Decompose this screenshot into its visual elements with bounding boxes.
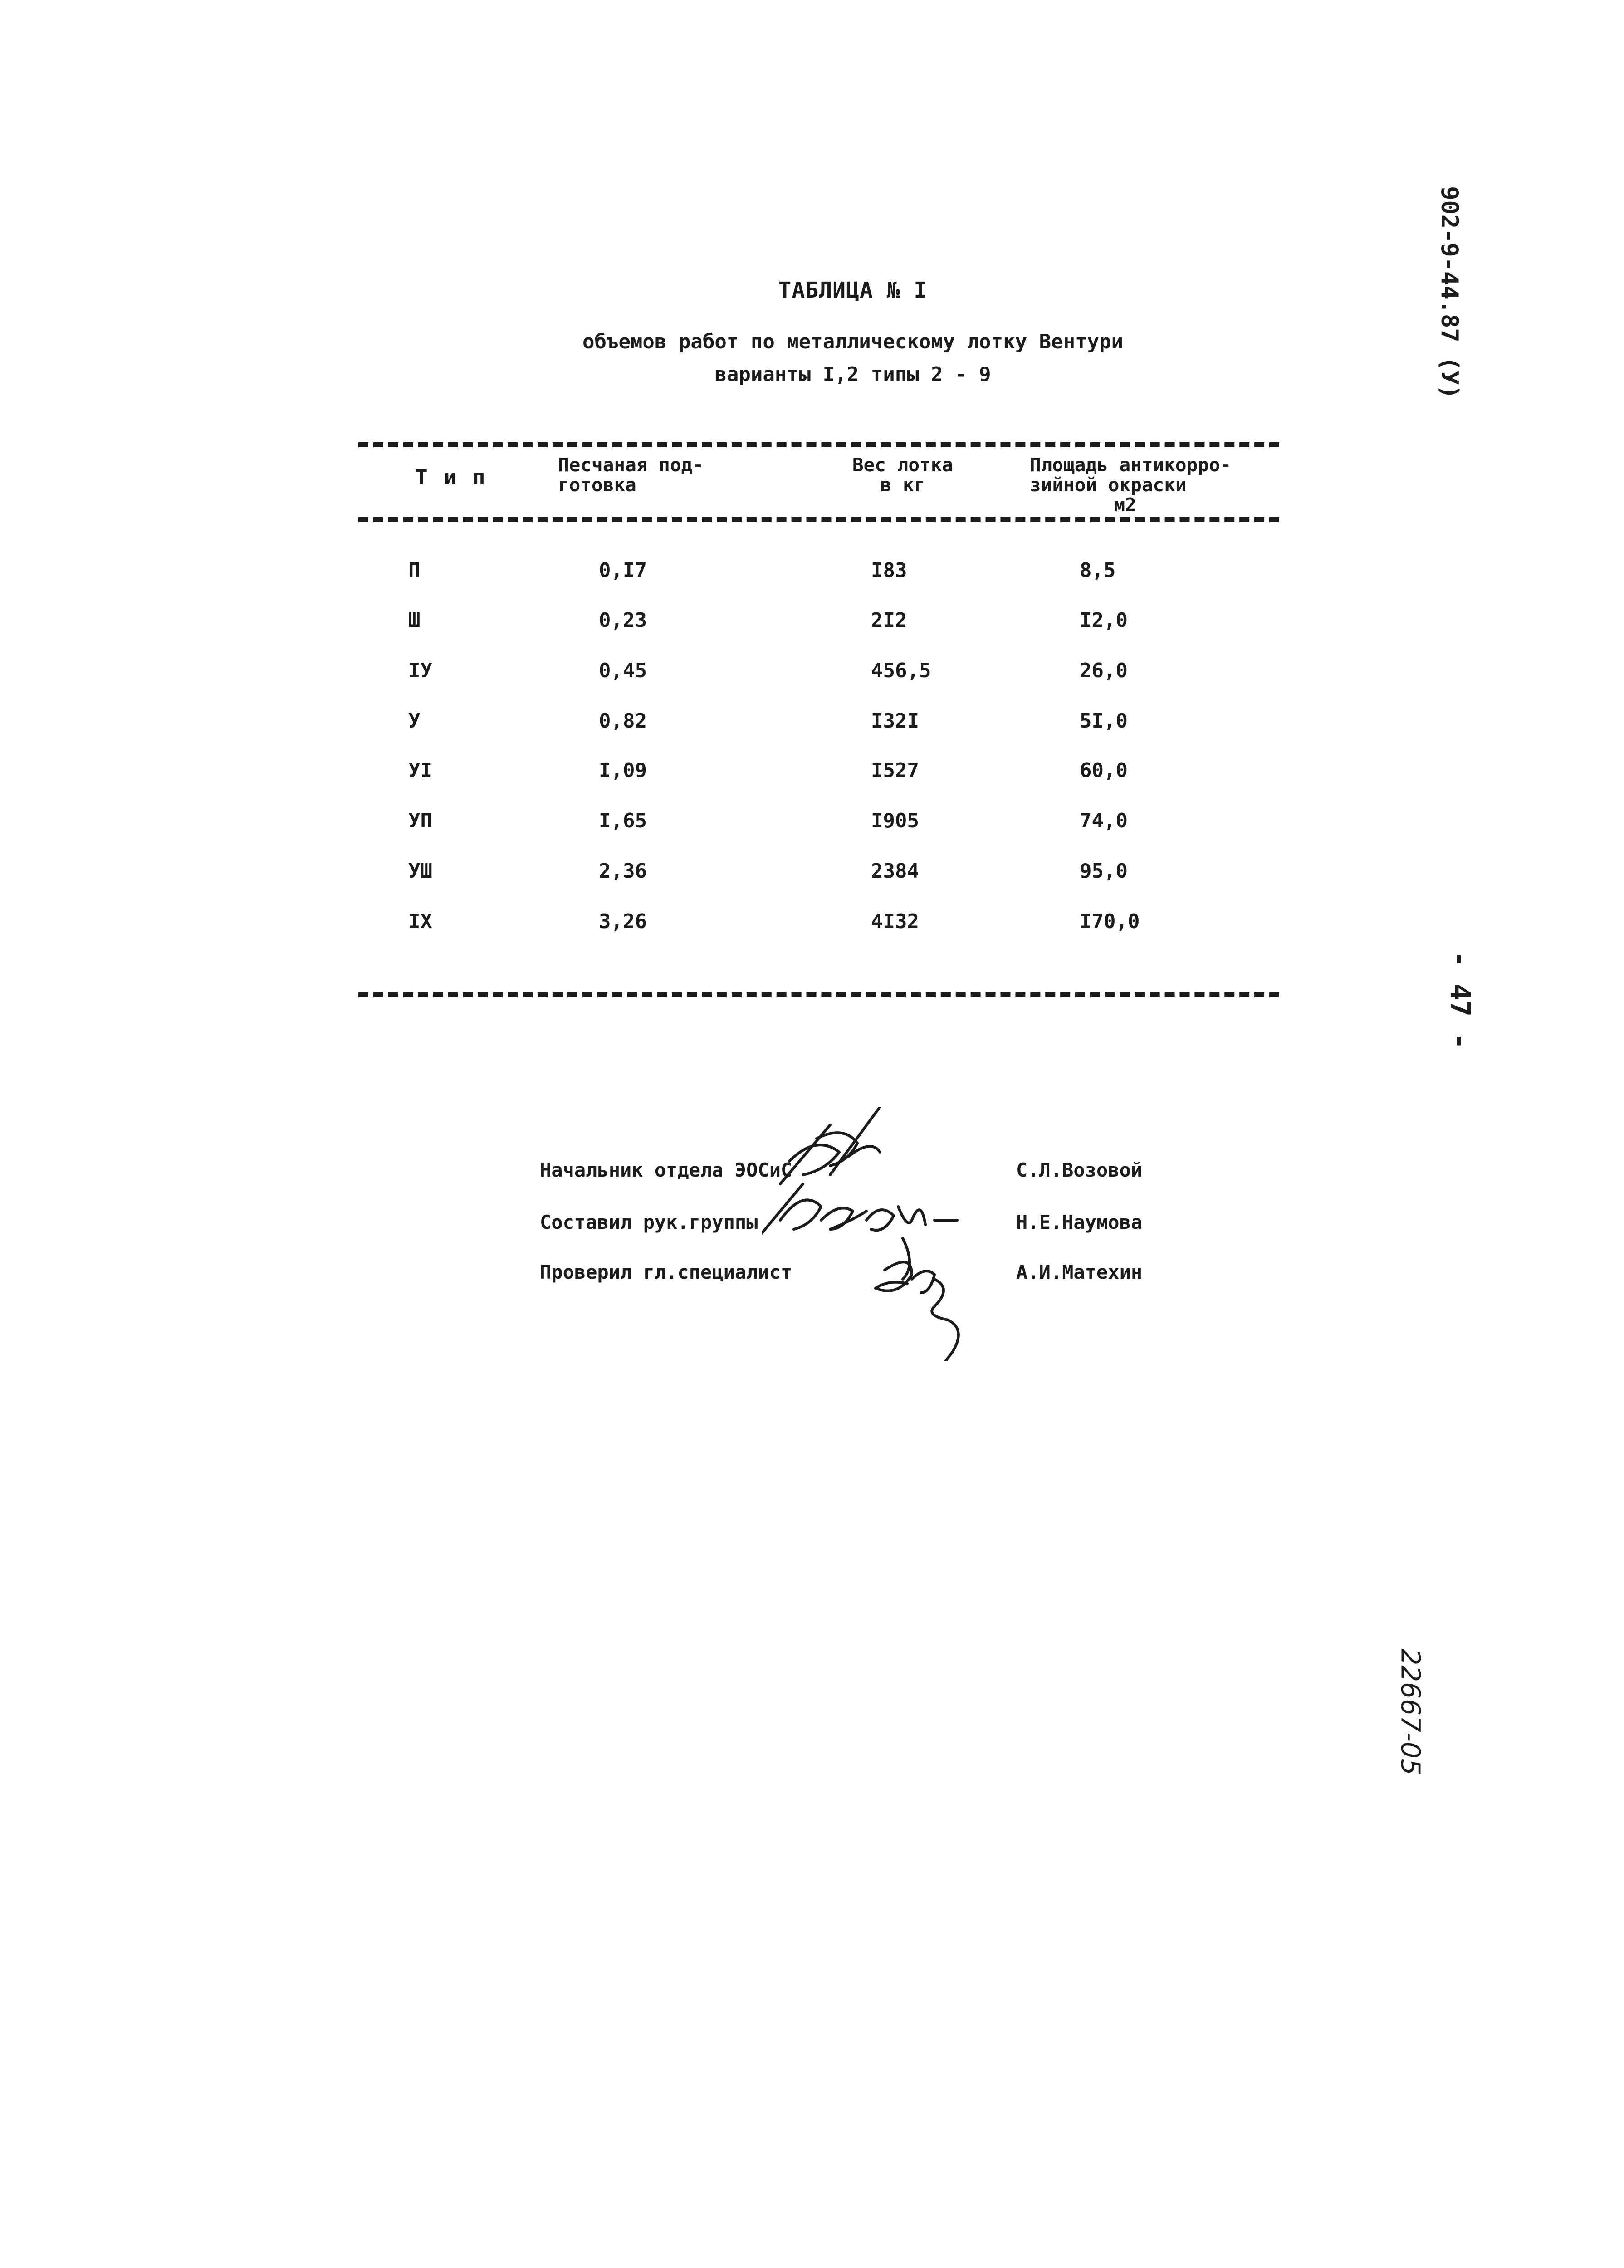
cell-sand: 0,45 — [599, 659, 647, 682]
cell-area: 60,0 — [1080, 759, 1128, 782]
cell-type: УШ — [408, 860, 432, 883]
cell-sand: 0,I7 — [599, 559, 647, 582]
header-weight — [844, 455, 962, 495]
header-area-line3: м2 — [1114, 494, 1136, 516]
cell-type: УI — [408, 759, 432, 782]
header-weight-line2: в кг — [880, 474, 925, 496]
cell-sand: I,09 — [599, 759, 647, 782]
header-area-line1: Площадь антикорро- — [1030, 454, 1232, 476]
cell-sand: 0,82 — [599, 709, 647, 733]
cell-weight: I527 — [871, 759, 919, 782]
signature-role-3: Проверил гл.специалист — [540, 1261, 792, 1283]
cell-type: У — [408, 709, 421, 733]
cell-type: П — [408, 559, 421, 582]
cell-weight: 2I2 — [871, 609, 907, 632]
signature-role-1: Начальник отдела ЭОСиС — [540, 1159, 792, 1181]
cell-weight: 4I32 — [871, 910, 919, 933]
header-sand-line1: Песчаная под- — [558, 454, 704, 476]
header-area-line2: зийной окраски — [1030, 474, 1187, 496]
header-coating-area — [1030, 455, 1284, 515]
table-subtitle-line1: объемов работ по металлическому лотку Вентури — [582, 330, 1124, 353]
cell-type: УП — [408, 809, 432, 832]
table-subtitle-line2: варианты I,2 типы 2 - 9 — [714, 363, 991, 386]
cell-weight: I83 — [871, 559, 907, 582]
cell-weight: 456,5 — [871, 659, 931, 682]
signature-name-1: С.Л.Возовой — [1016, 1159, 1143, 1181]
signature-role-2: Составил рук.группы — [540, 1211, 758, 1233]
cell-area: 5I,0 — [1080, 709, 1128, 733]
handwritten-signatures — [762, 1107, 1043, 1361]
header-sand-line2: готовка — [558, 474, 636, 496]
cell-sand: I,65 — [599, 809, 647, 832]
cell-weight: 2384 — [871, 860, 919, 883]
cell-area: 26,0 — [1080, 659, 1128, 682]
signature-name-2: Н.Е.Наумова — [1016, 1211, 1143, 1233]
cell-weight: I32I — [871, 709, 919, 733]
page-number: - 47 - — [1444, 951, 1476, 1050]
header-sand-preparation — [558, 455, 739, 495]
cell-area: I70,0 — [1080, 910, 1140, 933]
cell-type: IУ — [408, 659, 432, 682]
cell-type: IX — [408, 910, 432, 933]
header-type: Т и п — [415, 465, 487, 489]
table-title: ТАБЛИЦА № I — [778, 278, 928, 303]
cell-weight: I905 — [871, 809, 919, 832]
archive-number: 22667-05 — [1395, 1648, 1426, 1775]
header-weight-line1: Вес лотка — [852, 454, 954, 476]
cell-area: I2,0 — [1080, 609, 1128, 632]
cell-sand: 2,36 — [599, 860, 647, 883]
cell-area: 74,0 — [1080, 809, 1128, 832]
table-bottom-rule — [358, 992, 1279, 997]
cell-area: 95,0 — [1080, 860, 1128, 883]
signature-name-3: А.И.Матехин — [1016, 1261, 1143, 1283]
cell-area: 8,5 — [1080, 559, 1116, 582]
cell-sand: 0,23 — [599, 609, 647, 632]
table-header-rule — [358, 517, 1279, 522]
cell-type: Ш — [408, 609, 421, 632]
document-code: 902-9-44.87 (У) — [1435, 186, 1463, 399]
cell-sand: 3,26 — [599, 910, 647, 933]
table-top-rule — [358, 442, 1279, 447]
